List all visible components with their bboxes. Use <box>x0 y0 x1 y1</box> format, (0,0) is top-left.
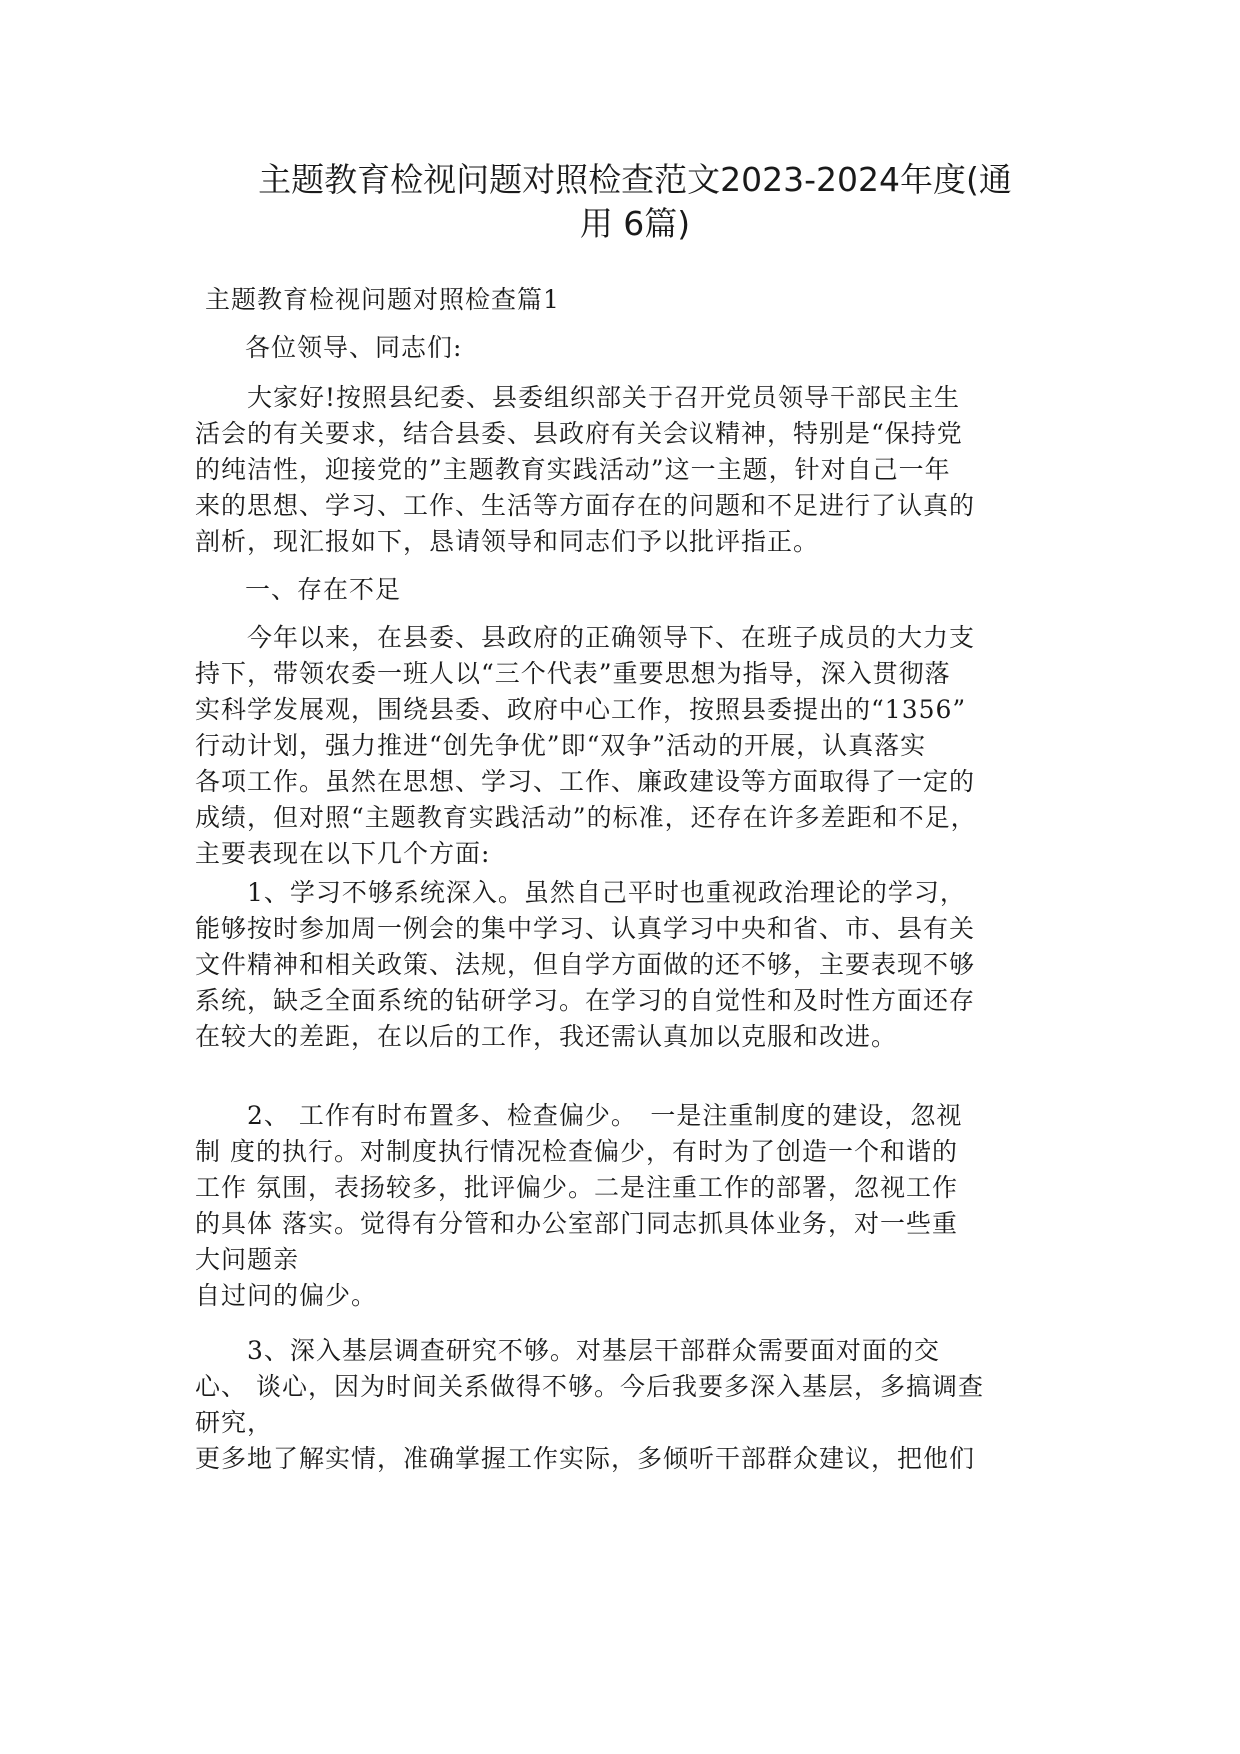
text-line: 持下，带领农委一班人以“三个代表”重要思想为指导，深入贯彻落 <box>195 659 951 688</box>
text-line: 1、学习不够系统深入。虽然自己平时也重视政治理论的学习， <box>195 878 966 907</box>
text-line: 成绩，但对照“主题教育实践活动”的标准，还存在许多差距和不足， <box>195 803 977 832</box>
title-line: 用 6篇) <box>579 204 691 243</box>
text-line: 主要表现在以下几个方面: <box>195 839 491 868</box>
item-study <box>195 875 1065 1055</box>
text-line: 研究， <box>195 1408 274 1437</box>
text-line: 的具体 落实。觉得有分管和办公室部门同志抓具体业务，对一些重 <box>195 1209 958 1238</box>
text-line: 大问题亲 <box>195 1245 300 1274</box>
text-line: 心、 谈心，因为时间关系做得不够。今后我要多深入基层，多搞调查 <box>195 1372 984 1401</box>
heading-shortcomings: 一、存在不足 <box>245 575 402 604</box>
text-line: 的纯洁性，迎接党的”主题教育实践活动”这一主题，针对自己一年 <box>195 455 951 484</box>
text-line: 来的思想、学习、工作、生活等方面存在的问题和不足进行了认真的 <box>195 491 976 520</box>
document-title <box>220 158 1050 246</box>
text-line: 在较大的差距，在以后的工作，我还需认真加以克服和改进。 <box>195 1022 898 1051</box>
text-line: 2、 工作有时布置多、检查偏少。 一是注重制度的建设，忽视 <box>195 1101 963 1130</box>
text-line: 能够按时参加周一例会的集中学习、认真学习中央和省、市、县有关 <box>195 914 976 943</box>
text-line: 文件精神和相关政策、法规，但自学方面做的还不够，主要表现不够 <box>195 950 976 979</box>
salutation: 各位领导、同志们: <box>245 333 463 362</box>
text-line: 更多地了解实情，准确掌握工作实际，多倾听干部群众建议，把他们 <box>195 1444 976 1473</box>
text-line: 活会的有关要求，结合县委、县政府有关会议精神，特别是“保持党 <box>195 419 963 448</box>
title-line: 主题教育检视问题对照检查范文2023-2024年度(通 <box>258 160 1012 199</box>
text-line: 大家好!按照县纪委、县委组织部关于召开党员领导干部民主生 <box>195 383 961 412</box>
text-line: 自过问的偏少。 <box>195 1281 378 1310</box>
item-research <box>195 1333 1065 1477</box>
section-heading: 主题教育检视问题对照检查篇1 <box>205 285 560 314</box>
text-line: 行动计划，强力推进“创先争优”即“双争”活动的开展，认真落实 <box>195 731 927 760</box>
text-line: 各项工作。虽然在思想、学习、工作、廉政建设等方面取得了一定的 <box>195 767 976 796</box>
text-line: 今年以来，在县委、县政府的正确领导下、在班子成员的大力支 <box>195 623 976 652</box>
text-line: 系统，缺乏全面系统的钻研学习。在学习的自觉性和及时性方面还存 <box>195 986 976 1015</box>
text-line: 3、深入基层调查研究不够。对基层干部群众需要面对面的交 <box>195 1336 940 1365</box>
text-line: 实科学发展观，围绕县委、政府中心工作，按照县委提出的“1356” <box>195 695 967 724</box>
item-work <box>195 1098 1065 1314</box>
text-line: 工作 氛围，表扬较多，批评偏少。二是注重工作的部署，忽视工作 <box>195 1173 958 1202</box>
paragraph-overview <box>195 620 1065 872</box>
intro-paragraph <box>195 380 1065 560</box>
text-line: 剖析，现汇报如下，恳请领导和同志们予以批评指正。 <box>195 527 820 556</box>
text-line: 制 度的执行。对制度执行情况检查偏少，有时为了创造一个和谐的 <box>195 1137 958 1166</box>
